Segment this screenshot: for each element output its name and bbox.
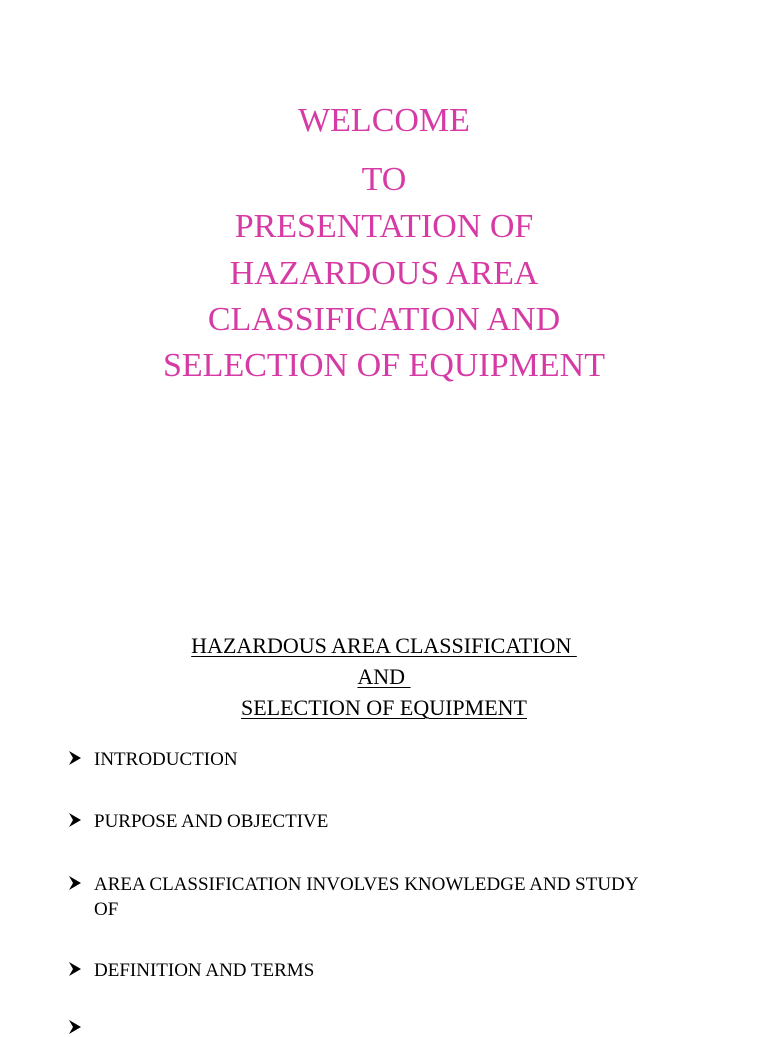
list-item-label: AREA CLASSIFICATION INVOLVES KNOWLEDGE AND STUDY OF [94,874,638,920]
section-heading-line-2 [0,661,768,692]
arrowhead-bullet-icon [66,873,84,893]
welcome-line-6: SELECTION OF EQUIPMENT [163,347,605,384]
welcome-line-1: WELCOME [298,102,470,139]
arrowhead-bullet-icon [66,1017,84,1037]
section-heading [0,630,768,723]
section-heading-line-1 [0,630,768,661]
section-heading-text-2: AND [357,664,411,689]
list-item-label: DEFINITION AND TERMS [94,960,315,981]
welcome-line-4: HAZARDOUS AREA [229,255,539,292]
welcome-line-5: CLASSIFICATION AND [207,301,561,338]
arrowhead-bullet-icon [66,959,84,979]
list-item-label: INTRODUCTION [94,749,238,770]
list-item-label: PURPOSE AND OBJECTIVE [94,811,329,832]
welcome-line-3: PRESENTATION OF [234,208,534,245]
section-heading-line-3 [0,692,768,723]
section-heading-text-3: SELECTION OF EQUIPMENT [241,695,527,720]
section-heading-text-1: HAZARDOUS AREA CLASSIFICATION [191,633,577,658]
arrowhead-bullet-icon [66,748,84,768]
welcome-line-2: TO [361,161,407,198]
arrowhead-bullet-icon [66,810,84,830]
